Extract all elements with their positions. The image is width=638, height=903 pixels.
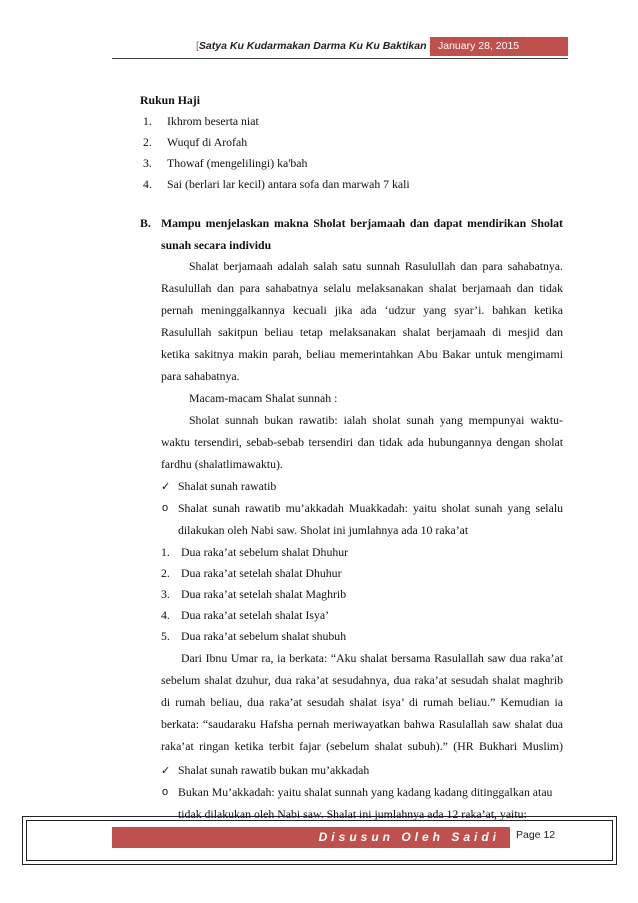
para1-line-2: Rasulullah dan para sahabatnya selalu melaksanakan shalat berjamaah dan tidak xyxy=(161,281,563,295)
para2-line-3: fardhu (shalatlimawaktu). xyxy=(161,457,283,471)
check-icon: ✓ xyxy=(161,480,171,493)
check2-text: Shalat sunah rawatib bukan mu’akkadah xyxy=(178,763,370,777)
para1-line-5: ketika sakitnya makin parah, beliau memerintahkan Abu Bakar untuk mengimami xyxy=(161,347,563,361)
para1-line-3: pernah meninggalkannya kecuali jika ada ‘udzur yang syar’i. bahkan ketika xyxy=(161,303,563,317)
header-divider xyxy=(112,58,568,59)
para2-line-2: waktu tersendiri, sebab-sebab tersendiri dan tidak ada hubungannya dengan sholat xyxy=(161,435,563,449)
rukun-num-4: 4. xyxy=(143,177,152,191)
rukun-num-1: 1. xyxy=(143,114,152,128)
rukun-num-2: 2. xyxy=(143,135,152,149)
section-b-heading-1: Mampu menjelaskan makna Sholat berjamaah dan dapat mendirikan Sholat xyxy=(161,216,563,230)
rukun-heading: Rukun Haji xyxy=(140,93,200,107)
circle-bullet-icon: o xyxy=(162,786,169,798)
footer-author: Disusun Oleh Saidi xyxy=(318,830,500,844)
list-num-5: 5. xyxy=(161,629,170,643)
circle-bullet-icon: o xyxy=(162,502,169,514)
para1-line-6: para sahabatnya. xyxy=(161,369,240,383)
hadith-line-3: di rumah beliau, dua raka’at sesudah shalat isya’ di rumah beliau.” Kemudian ia xyxy=(161,695,563,709)
para1-line-4: Rasulullah sakitpun beliau tetap melaksanakan shalat berjamaah di mesjid dan xyxy=(161,325,563,339)
o2-line-2: tidak dilakukan oleh Nabi saw. Shalat ini jumlahnya ada 12 raka’at, yaitu: xyxy=(178,807,527,821)
list-item-4: Dua raka’at setelah shalat Isya’ xyxy=(181,608,330,622)
macam-heading: Macam-macam Shalat sunnah : xyxy=(189,391,338,405)
list-num-4: 4. xyxy=(161,608,170,622)
para2-line-1: Sholat sunnah bukan rawatib: ialah sholat sunah yang mempunyai waktu- xyxy=(189,413,563,427)
rukun-item-1: Ikhrom beserta niat xyxy=(167,114,259,128)
para1-line-1: Shalat berjamaah adalah salah satu sunnah Rasulullah dan para sahabatnya. xyxy=(189,259,563,273)
list-item-2: Dua raka’at setelah shalat Dhuhur xyxy=(181,566,342,580)
list-num-2: 2. xyxy=(161,566,170,580)
bracket-open: [ xyxy=(196,40,199,52)
list-item-5: Dua raka’at sebelum shalat shubuh xyxy=(181,629,347,643)
hadith-line-1: Dari Ibnu Umar ra, ia berkata: “Aku shalat bersama Rasulallah saw dua raka’at xyxy=(181,651,563,665)
section-b-label: B. xyxy=(140,216,151,230)
list-item-3: Dua raka’at setelah shalat Maghrib xyxy=(181,587,347,601)
o1-line-2: dilakukan oleh Nabi saw. Sholat ini jumlahnya ada 10 raka’at xyxy=(178,523,469,537)
header-title-text: Satya Ku Kudarmakan Darma Ku Ku Baktikan xyxy=(198,40,427,52)
hadith-line-2: sebelum shalat dzuhur, dua raka’at sesudahnya, dua raka’at sesudah shalat maghrib xyxy=(161,673,563,687)
rukun-item-3: Thowaf (mengelilingi) ka'bah xyxy=(167,156,308,170)
list-item-1: Dua raka’at sebelum shalat Dhuhur xyxy=(181,545,349,559)
hadith-line-4: berkata: “saudaraku Hafsha pernah meriwayatkan bahwa Rasulallah saw shalat dua xyxy=(161,717,563,731)
footer-page-number: Page 12 xyxy=(516,829,556,841)
o1-line-1: Shalat sunah rawatib mu’akkadah Muakkadah: yaitu sholat sunah yang selalu xyxy=(178,501,563,515)
rukun-item-4: Sai (berlari lar kecil) antara sofa dan marwah 7 kali xyxy=(167,177,410,191)
header-title xyxy=(196,40,432,52)
list-num-1: 1. xyxy=(161,545,170,559)
hadith-line-5: raka’at ringan ketika terbit fajar (sebelum shalat subuh).” (HR Bukhari Muslim) xyxy=(161,739,563,753)
list-num-3: 3. xyxy=(161,587,170,601)
rukun-num-3: 3. xyxy=(143,156,152,170)
check1-text: Shalat sunah rawatib xyxy=(178,479,277,493)
check-icon: ✓ xyxy=(161,764,171,777)
header-date: January 28, 2015 xyxy=(430,37,568,56)
o2-line-1: Bukan Mu’akkadah: yaitu shalat sunnah yang kadang kadang ditinggalkan atau xyxy=(178,785,553,799)
section-b-heading-2: sunah secara individu xyxy=(161,238,272,252)
rukun-item-2: Wuquf di Arofah xyxy=(167,135,248,149)
